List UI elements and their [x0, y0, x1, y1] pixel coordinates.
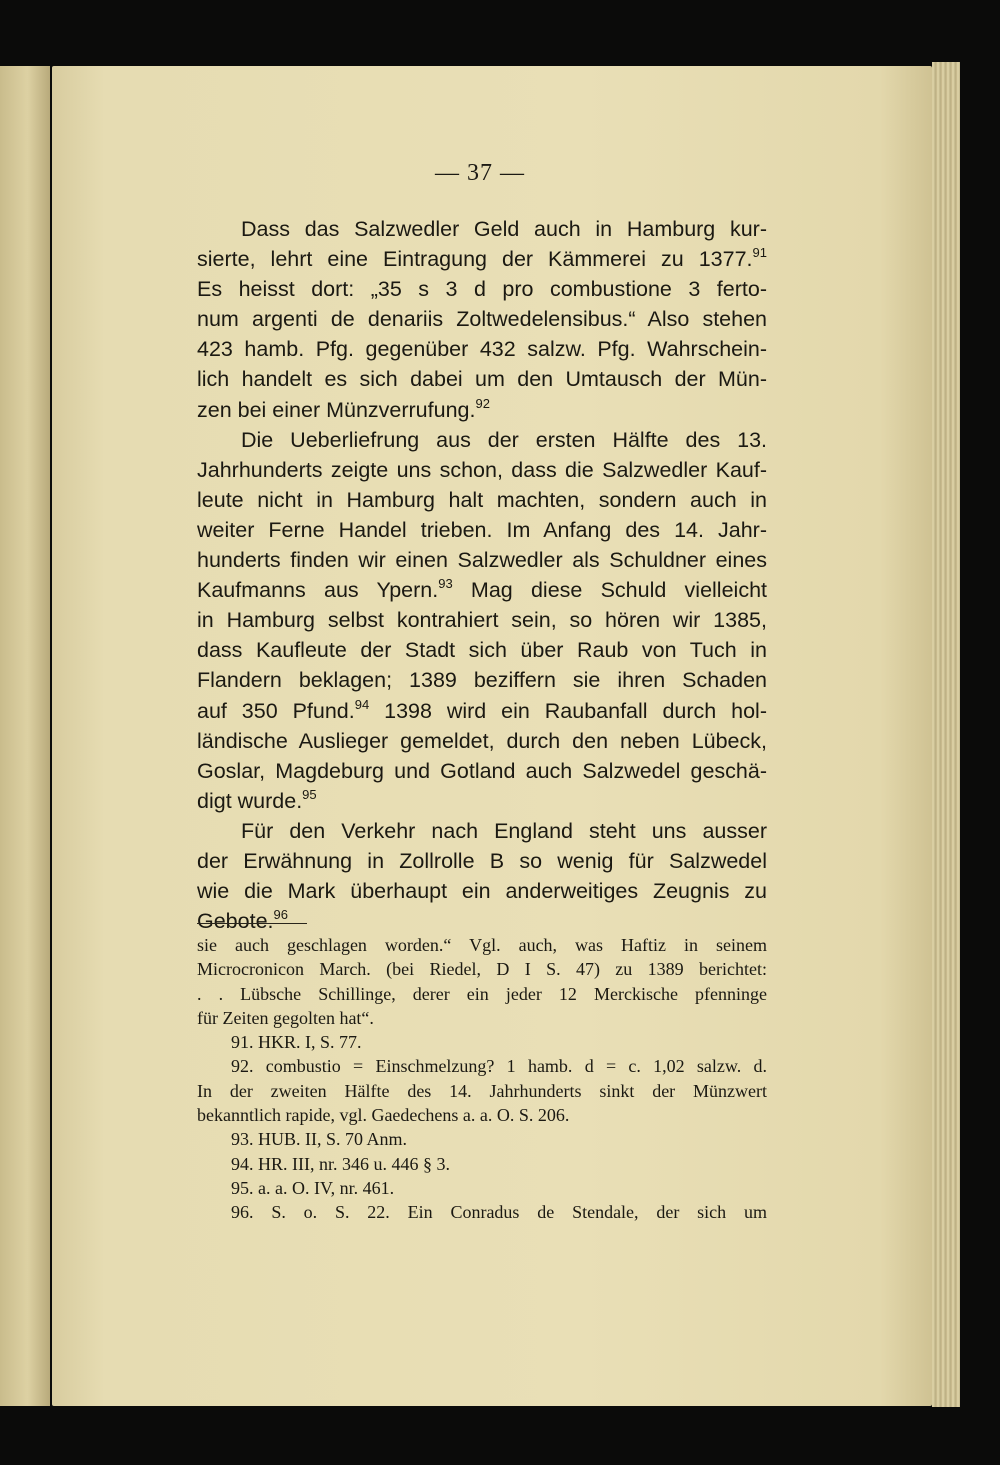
footnote-92 [197, 1054, 767, 1127]
text-line: Die Ueberliefrung aus der ersten Hälfte des 13. [241, 427, 767, 452]
text-line: Jahrhunderts zeigte uns schon, dass die Salzwedler Kauf- [197, 457, 767, 482]
footnote-line: Microcronicon March. (bei Riedel, D I S. 47) zu 1389 berichtet: [197, 959, 767, 980]
text-line: wie die Mark überhaupt ein anderweitiges Zeugnis zu [197, 879, 767, 904]
page-stack-edge [932, 62, 960, 1407]
footnote-91: 91. HKR. I, S. 77. [231, 1032, 362, 1053]
footnote-line: bekanntlich rapide, vgl. Gaedechens a. a. O. S. 206. [197, 1105, 570, 1126]
paragraph-2 [197, 425, 767, 816]
previous-page-edge [0, 66, 50, 1406]
footnote-ref-91[interactable]: 91 [752, 245, 767, 261]
text-line: ländische Auslieger gemeldet, durch den neben Lübeck, [197, 728, 767, 753]
text-line: hunderts finden wir einen Salzwedler als Schuldner eines [197, 548, 767, 573]
footnote-ref-96[interactable]: 96 [273, 907, 288, 923]
page-number: — 37 — [435, 160, 525, 186]
main-text [197, 214, 767, 936]
footnote-ref-95[interactable]: 95 [302, 786, 317, 802]
text-line: auf 350 Pfund.$^{94}$ 1398 wird ein Raubanfall durch hol- [197, 696, 767, 723]
text-line: Es heisst dort: „35 s 3 d pro combustione 3 ferto- [197, 277, 767, 302]
footnote-ref-93[interactable]: 93 [438, 576, 453, 592]
text-line: 423 hamb. Pfg. gegenüber 432 salzw. Pfg. Wahrschein- [197, 337, 767, 362]
footnote-separator [197, 923, 307, 924]
footnote-ref-92[interactable]: 92 [475, 395, 490, 411]
footnote-line: In der zweiten Hälfte des 14. Jahrhunderts sinkt der Münzwert [197, 1080, 767, 1101]
footnote-line: . . Lübsche Schillinge, derer ein jeder 12 Merckische pfenninge [197, 983, 767, 1004]
footnote-93: 93. HUB. II, S. 70 Anm. [231, 1129, 408, 1150]
footnote-line: sie auch geschlagen worden.“ Vgl. auch, was Haftiz in seinem [197, 935, 767, 955]
text-line: leute nicht in Hamburg halt machten, sondern auch in [197, 487, 767, 512]
text-line: der Erwähnung in Zollrolle B so wenig für Salzwedel [197, 848, 767, 873]
text-line: Flandern beklagen; 1389 beziffern sie ihren Schaden [197, 668, 767, 693]
text-line: in Hamburg selbst kontrahiert sein, so hören wir 1385, [197, 608, 767, 633]
text-line: Goslar, Magdeburg und Gotland auch Salzwedel geschä- [197, 758, 767, 783]
text-line: dass Kaufleute der Stadt sich über Raub von Tuch in [197, 638, 767, 663]
text-line: Gebote.$^{96}$ [197, 907, 288, 934]
text-line: zen bei einer Münzverrufung.$^{92}$ [197, 395, 490, 422]
text-line: num argenti de denariis Zoltwedelensibus.“ Also stehen [197, 307, 767, 332]
text-line: lich handelt es sich dabei um den Umtausch der Mün- [197, 367, 767, 392]
footnote-line: 92. combustio = Einschmelzung? 1 hamb. d = c. 1,02 salzw. d. [231, 1056, 767, 1077]
text-line: weiter Ferne Handel trieben. Im Anfang des 14. Jahr- [197, 517, 767, 542]
text-line: Für den Verkehr nach England steht uns ausser [241, 818, 767, 843]
footnotes [197, 933, 767, 1225]
text-line: sierte, lehrt eine Eintragung der Kämmerei zu 1377.91 [197, 245, 767, 272]
footnote-ref-94[interactable]: 94 [354, 696, 370, 712]
text-line: Kaufmanns aus Ypern.$^{93}$ Mag diese Schuld vielleicht [197, 576, 767, 603]
paragraph-1 [197, 214, 767, 425]
paragraph-3 [197, 816, 767, 936]
text-line: digt wurde.$^{95}$ [197, 786, 317, 813]
footnote-94: 94. HR. III, nr. 346 u. 446 § 3. [231, 1153, 450, 1174]
footnote-96: 96. S. o. S. 22. Ein Conradus de Stendale, der sich um [231, 1202, 767, 1223]
footnote-line: für Zeiten gegolten hat“. [197, 1007, 374, 1028]
footnote-continuation [197, 933, 767, 1030]
text-line: Dass das Salzwedler Geld auch in Hamburg kur- [241, 217, 767, 241]
footnote-95: 95. a. a. O. IV, nr. 461. [231, 1177, 395, 1198]
